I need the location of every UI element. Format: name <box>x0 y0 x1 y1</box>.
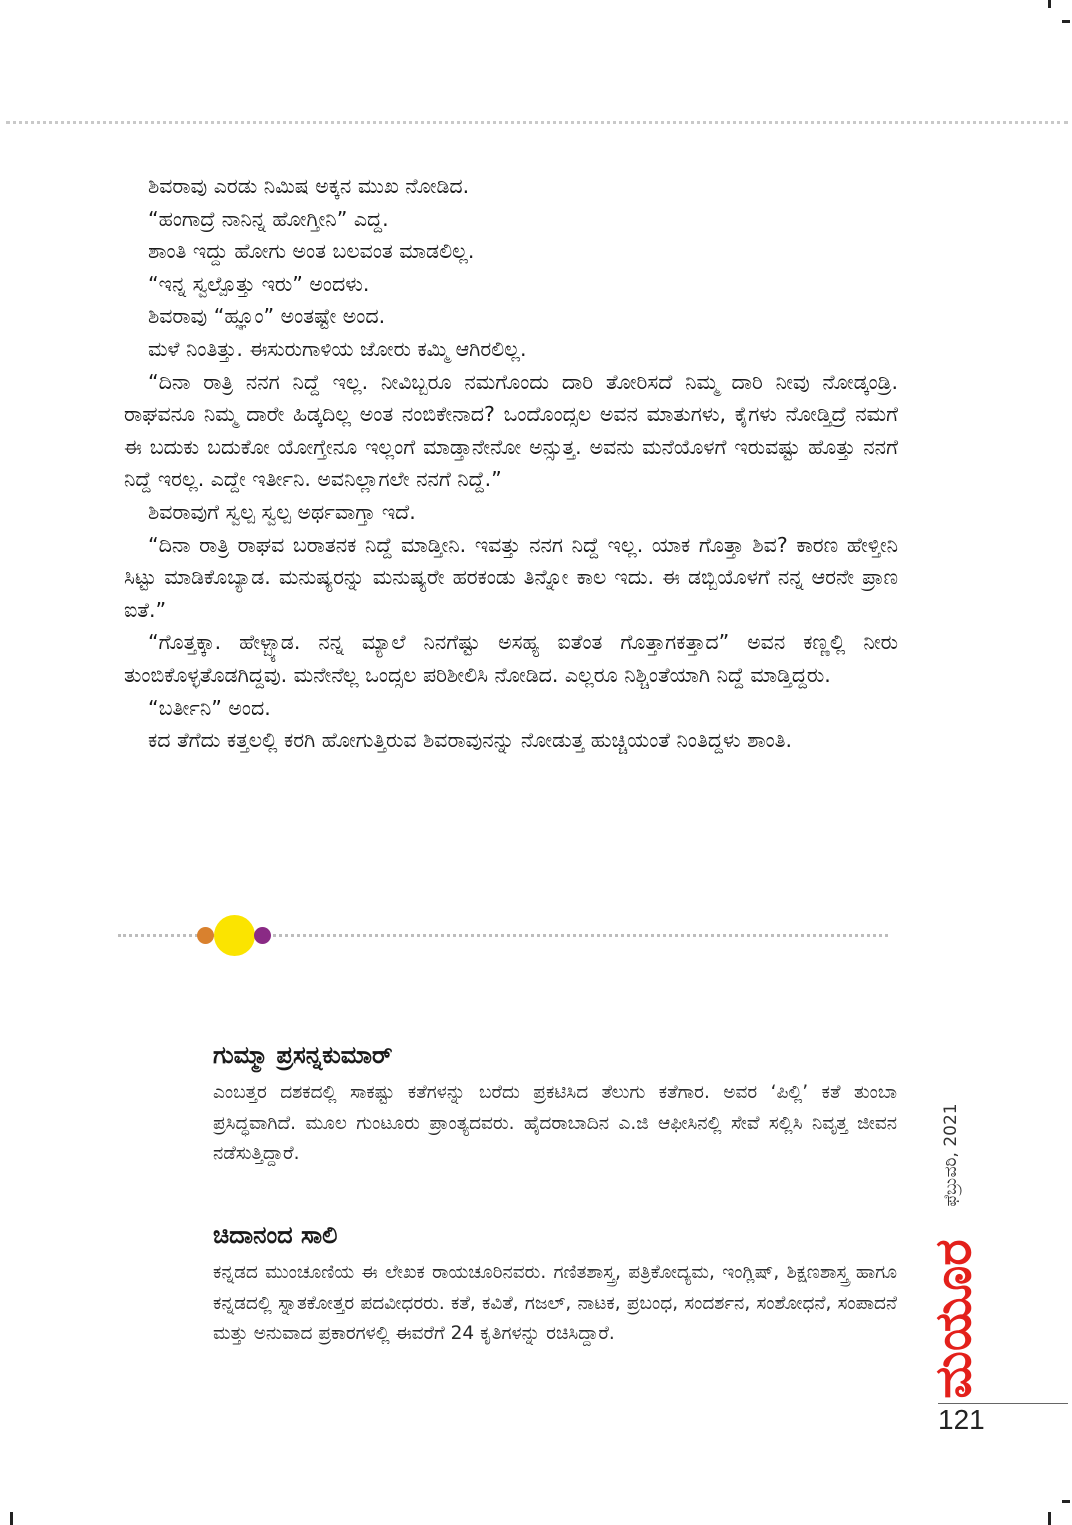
story-paragraph: ಶಿವರಾವು ಎರಡು ನಿಮಿಷ ಅಕ್ಕನ ಮುಖ ನೋಡಿದ. <box>148 174 470 198</box>
story-paragraph: ಮಳೆ ನಿಂತಿತ್ತು. ಈಸುರುಗಾಳಿಯ ಜೋರು ಕಮ್ಮಿ ಆಗಿರಲಿಲ್ಲ. <box>148 336 527 361</box>
story-paragraph: ಶಾಂತಿ ಇದ್ದು ಹೋಗು ಅಂತ ಬಲವಂತ ಮಾಡಲಿಲ್ಲ. <box>148 239 475 264</box>
crop-mark <box>1062 20 1070 23</box>
story-paragraph: “ಹಂಗಾದ್ರೆ ನಾನಿನ್ನ ಹೋಗ್ತೀನಿ” ಎದ್ದ. <box>148 206 389 231</box>
magazine-logo-text: ಮಯೂರ <box>924 1239 982 1399</box>
crop-mark <box>1048 0 1051 8</box>
story-paragraph: “ಇನ್ನ ಸ್ವಲ್ಪೊತ್ತು ಇರು” ಅಂದಳು. <box>148 271 370 296</box>
page-number: 121 <box>938 1404 985 1435</box>
translator-description: ಕನ್ನಡದ ಮುಂಚೂಣಿಯ ಈ ಲೇಖಕ ರಾಯಚೂರಿನವರು. ಗಣಿತಶಾಸ್ತ್ರ, ಪತ್ರಿಕೋದ್ಯಮ, ಇಂಗ್ಲಿಷ್, ಶಿಕ್ಷಣಶಾಸ್ತ್ರ ಹಾಗೂ ಕನ್ನಡದಲ್ಲಿ ಸ್ನಾತಕೋತ್ತರ ಪದವೀಧರರು. ಕತೆ, ಕವಿತೆ, ಗಜಲ್, ನಾಟಕ, ಪ್ರಬಂಧ, ಸಂದರ್ಶನ, ಸಂಶೋಧನೆ, ಸಂಪಾದನೆ ಮತ್ತು ಅನುವಾದ ಪ್ರಕಾರಗಳಲ್ಲಿ ಈವರೆಗೆ 24 ಕೃತಿಗಳನ್ನು ರಚಿಸಿದ್ದಾರೆ. <box>213 1262 897 1344</box>
story-paragraph: ಶಿವರಾವು “ಹ್ಞೂಂ” ಅಂತಷ್ಟೇ ಅಂದ. <box>148 304 386 329</box>
author-bio <box>213 1040 897 1170</box>
story-paragraph: ಕದ ತೆಗೆದು ಕತ್ತಲಲ್ಲಿ ಕರಗಿ ಹೋಗುತ್ತಿರುವ ಶಿವರಾವುನನ್ನು ನೋಡುತ್ತ ಹುಚ್ಚಿಯಂತೆ ನಿಂತಿದ್ದಳು ಶಾಂತಿ. <box>148 728 793 753</box>
divider-dot-purple <box>254 927 271 944</box>
top-dotted-rule <box>6 121 1068 124</box>
crop-mark <box>1048 1512 1051 1525</box>
divider-dot-orange <box>197 927 214 944</box>
translator-bio <box>213 1220 897 1350</box>
crop-mark <box>10 1512 13 1525</box>
translator-name: ಚಿದಾನಂದ ಸಾಲಿ <box>213 1221 338 1249</box>
story-paragraph: “ದಿನಾ ರಾತ್ರಿ ನನಗ ನಿದ್ದೆ ಇಲ್ಲ. ನೀವಿಬ್ಬರೂ ನಮಗೊಂದು ದಾರಿ ತೋರಿಸದೆ ನಿಮ್ಮ ದಾರಿ ನೀವು ನೋಡ್ಕಂಡ್ರಿ. ರಾಘವನೂ ನಿಮ್ಮ ದಾರೇ ಹಿಡ್ಕದಿಲ್ಲ ಅಂತ ನಂಬಿಕೇನಾದ? ಒಂದೊಂದ್ಸಲ ಅವನ ಮಾತುಗಳು, ಕೈಗಳು ನೋಡ್ತಿದ್ರೆ ನಮಗೆ ಈ ಬದುಕು ಬದುಕೋ ಯೋಗ್ತೇನೂ ಇಲ್ಲಂಗೆ ಮಾಡ್ತಾನೇನೋ ಅನ್ಸುತ್ತ. ಅವನು ಮನೆಯೊಳಗೆ ಇರುವಷ್ಟು ಹೊತ್ತು ನನಗೆ ನಿದ್ದೆ ಇರಲ್ಲ. ಎದ್ದೇ ಇರ್ತೀನಿ. ಅವನಿಲ್ಲಾಗಲೇ ನನಗೆ ನಿದ್ದೆ.” <box>124 369 898 492</box>
author-description: ಎಂಬತ್ತರ ದಶಕದಲ್ಲಿ ಸಾಕಷ್ಟು ಕತೆಗಳನ್ನು ಬರೆದು ಪ್ರಕಟಿಸಿದ ತೆಲುಗು ಕತೆಗಾರ. ಅವರ ‘ಪಿಲ್ಲಿ’ ಕತೆ ತುಂಬಾ ಪ್ರಸಿದ್ಧವಾಗಿದೆ. ಮೂಲ ಗುಂಟೂರು ಪ್ರಾಂತ್ಯದವರು. ಹೈದರಾಬಾದಿನ ಎ.ಜಿ ಆಫೀಸಿನಲ್ಲಿ ಸೇವೆ ಸಲ್ಲಿಸಿ ನಿವೃತ್ತ ಜೀವನ ನಡೆಸುತ್ತಿದ್ದಾರೆ. <box>213 1082 897 1164</box>
issue-date-text: ಫೆಬ್ರುವರಿ, 2021 <box>941 1103 961 1207</box>
story-paragraph: “ದಿನಾ ರಾತ್ರಿ ರಾಘವ ಬರಾತನಕ ನಿದ್ದೆ ಮಾಡ್ತೀನಿ. ಇವತ್ತು ನನಗ ನಿದ್ದೆ ಇಲ್ಲ. ಯಾಕ ಗೊತ್ತಾ ಶಿವ? ಕಾರಣ ಹೇಳ್ತೀನಿ ಸಿಟ್ಟು ಮಾಡಿಕೊಬ್ಯಾಡ. ಮನುಷ್ಯರನ್ನು ಮನುಷ್ಯರೇ ಹರಕಂಡು ತಿನ್ನೋ ಕಾಲ ಇದು. ಈ ಡಬ್ಬಿಯೊಳಗೆ ನನ್ನ ಆರನೇ ಪ್ರಾಣ ಐತೆ.” <box>124 532 898 622</box>
issue-date-label <box>923 1080 979 1230</box>
story-paragraph: “ಬರ್ತೀನಿ” ಅಂದ. <box>148 695 271 720</box>
story-paragraph: ಶಿವರಾವುಗೆ ಸ್ವಲ್ಪ ಸ್ವಲ್ಪ ಅರ್ಥವಾಗ್ತಾ ಇದೆ. <box>148 499 416 524</box>
author-name: ಗುಮ್ಮಾ ಪ್ರಸನ್ನಕುಮಾರ್ <box>213 1041 393 1069</box>
magazine-logo <box>918 1239 988 1399</box>
crop-mark <box>1062 1500 1070 1503</box>
divider-dot-yellow <box>214 915 255 956</box>
story-body <box>124 170 898 757</box>
story-paragraph: “ಗೊತ್ತಕ್ಕಾ. ಹೇಳ್ಬ್ಯಾಡ. ನನ್ನ ಮ್ಯಾಲೆ ನಿನಗೆಷ್ಟು ಅಸಹ್ಯ ಐತೆಂತ ಗೊತ್ತಾಗಕತ್ತಾದ” ಅವನ ಕಣ್ಣಲ್ಲಿ ನೀರು ತುಂಬಿಕೊಳ್ಳತೊಡಗಿದ್ದವು. ಮನೇನೆಲ್ಲ ಒಂದ್ಸಲ ಪರಿಶೀಲಿಸಿ ನೋಡಿದ. ಎಲ್ಲರೂ ನಿಶ್ಚಿಂತೆಯಾಗಿ ನಿದ್ದೆ ಮಾಡ್ತಿದ್ದರು. <box>124 630 898 687</box>
